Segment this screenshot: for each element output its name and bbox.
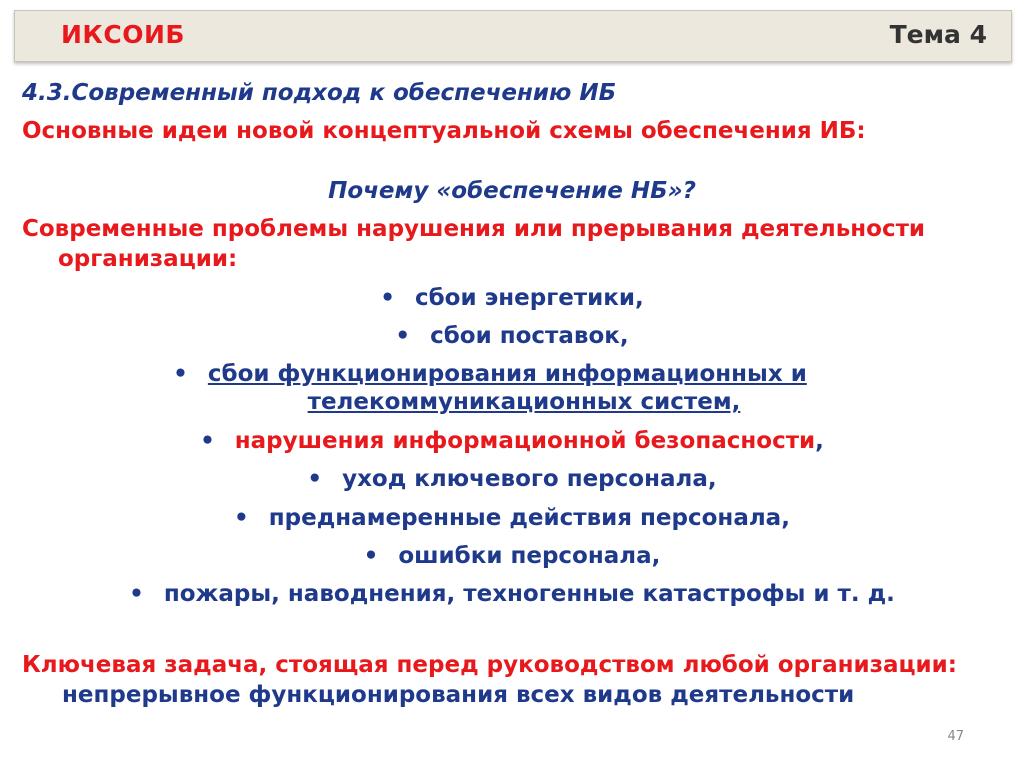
section-heading: Основные идеи новой концептуальной схемы обеспечения ИБ: [22, 118, 866, 144]
bullet-icon: • [307, 466, 323, 492]
list-item [0, 323, 1024, 349]
list-item-suffix: , [815, 428, 824, 454]
bullet-icon: • [395, 323, 411, 349]
bullet-icon: • [173, 361, 188, 387]
list-item [0, 428, 1024, 454]
list-item-continuation [12, 389, 1024, 415]
bullet-icon: • [129, 581, 144, 607]
list-item [0, 581, 1024, 607]
list-item [0, 466, 1024, 492]
bullet-icon: • [200, 428, 215, 454]
section-subtitle: 4.3.Современный подход к обеспечению ИБ [22, 80, 617, 106]
list-item [0, 505, 1024, 531]
course-title: ИКСОИБ [61, 20, 185, 49]
page-number: 47 [947, 729, 964, 744]
list-item-text: уход ключевого персонала, [342, 466, 717, 492]
list-item-text: ошибки персонала, [398, 543, 661, 569]
problems-line-1: Современные проблемы нарушения или прерывания деятельности [22, 216, 926, 242]
list-item-text: сбои энергетики, [414, 285, 644, 311]
bullet-icon: • [380, 285, 395, 311]
list-item [0, 285, 1024, 311]
bullet-icon: • [363, 543, 379, 569]
problems-heading [22, 214, 1007, 274]
list-item [0, 543, 1024, 569]
list-item-text: сбои функционирования информационных и [207, 361, 807, 387]
list-item-text: телекоммуникационных систем, [307, 389, 741, 415]
question-line: Почему «обеспечение НБ»? [328, 178, 696, 204]
list-item [0, 361, 1002, 387]
problems-line-2: организации: [58, 246, 238, 272]
list-item-text: пожары, наводнения, техногенные катастрофы и т. д. [163, 581, 895, 607]
list-item-text: нарушения информационной безопасности [234, 428, 816, 454]
list-item-text: преднамеренные действия персонала, [268, 505, 790, 531]
list-item-text: сбои поставок, [430, 323, 629, 349]
topic-label: Тема 4 [889, 20, 987, 49]
header-bar [14, 10, 1012, 62]
key-task-description: непрерывное функционирования всех видов деятельности [62, 682, 855, 708]
bullet-icon: • [234, 505, 249, 531]
key-task-heading: Ключевая задача, стоящая перед руководством любой организации: [22, 652, 957, 678]
